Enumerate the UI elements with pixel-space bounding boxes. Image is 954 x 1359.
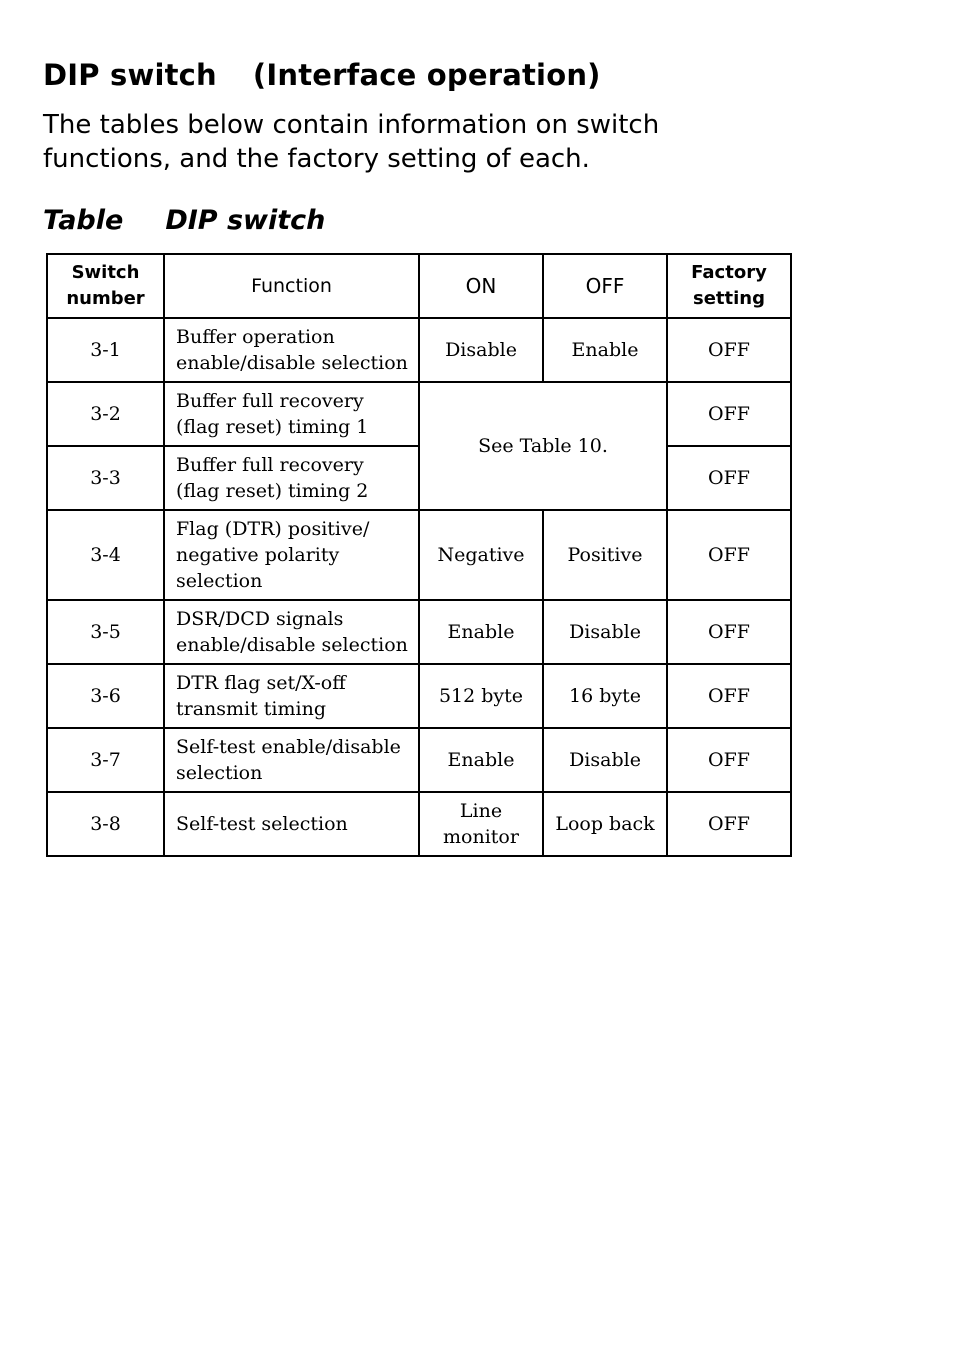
- table-caption-title: DIP switch: [165, 205, 326, 236]
- intro-paragraph: The tables below contain information on switch functions, and the factory setting of each.: [43, 110, 660, 174]
- cell-on-line: monitor: [443, 826, 519, 848]
- page-title-sub: (Interface operation): [252, 58, 601, 92]
- cell-on: [419, 792, 543, 856]
- cell-switch: 3-6: [47, 664, 164, 728]
- cell-factory: OFF: [667, 446, 791, 510]
- cell-function: [164, 792, 419, 856]
- header-factory-setting: [667, 254, 791, 318]
- cell-function: [164, 446, 419, 510]
- header-switch-number: [47, 254, 164, 318]
- cell-on: Enable: [419, 728, 543, 792]
- header-on: ON: [419, 254, 543, 318]
- header-factory-line1: Factory: [691, 262, 767, 283]
- cell-function-line: transmit timing: [176, 698, 327, 720]
- cell-switch: 3-8: [47, 792, 164, 856]
- cell-function-line: (flag reset) timing 2: [176, 480, 369, 502]
- table-row: [47, 382, 791, 446]
- cell-off: Enable: [543, 318, 667, 382]
- cell-factory: OFF: [667, 728, 791, 792]
- cell-function-line: Buffer full recovery: [176, 390, 364, 412]
- header-switch-number-line1: Switch: [71, 262, 140, 283]
- cell-see-table-10: See Table 10.: [419, 382, 667, 510]
- table-row: [47, 318, 791, 382]
- cell-function: [164, 382, 419, 446]
- cell-factory: OFF: [667, 318, 791, 382]
- cell-function-line: selection: [176, 762, 263, 784]
- cell-off: Positive: [543, 510, 667, 600]
- cell-switch: 3-3: [47, 446, 164, 510]
- cell-factory: OFF: [667, 510, 791, 600]
- header-off: OFF: [543, 254, 667, 318]
- cell-factory: OFF: [667, 382, 791, 446]
- cell-function: [164, 600, 419, 664]
- cell-on: 512 byte: [419, 664, 543, 728]
- cell-function-line: DTR flag set/X-off: [176, 672, 346, 694]
- table-row: [47, 510, 791, 600]
- cell-function-line: Self-test selection: [176, 813, 348, 835]
- cell-function-line: Buffer operation: [176, 326, 335, 348]
- cell-function: [164, 318, 419, 382]
- header-function: Function: [164, 254, 419, 318]
- cell-function: [164, 510, 419, 600]
- dip-switch-table: [46, 253, 792, 857]
- cell-factory: OFF: [667, 600, 791, 664]
- cell-switch: 3-5: [47, 600, 164, 664]
- cell-function-line: enable/disable selection: [176, 634, 408, 656]
- cell-function-line: DSR/DCD signals: [176, 608, 344, 630]
- table-caption: [43, 205, 325, 236]
- cell-off: 16 byte: [543, 664, 667, 728]
- cell-on-line: Line: [459, 800, 503, 822]
- table-row: [47, 664, 791, 728]
- table-row: [47, 600, 791, 664]
- cell-on: Enable: [419, 600, 543, 664]
- cell-switch: 3-7: [47, 728, 164, 792]
- cell-function-line: (flag reset) timing 1: [176, 416, 369, 438]
- cell-off: Disable: [543, 728, 667, 792]
- cell-switch: 3-1: [47, 318, 164, 382]
- cell-function-line: Flag (DTR) positive/: [176, 518, 370, 540]
- cell-function: [164, 664, 419, 728]
- table-caption-label: Table: [43, 205, 124, 236]
- table-row: [47, 728, 791, 792]
- cell-function-line: Self-test enable/disable: [176, 736, 401, 758]
- cell-off: Loop back: [543, 792, 667, 856]
- header-switch-number-line2: number: [66, 288, 145, 309]
- cell-off: Disable: [543, 600, 667, 664]
- cell-function: [164, 728, 419, 792]
- cell-switch: 3-4: [47, 510, 164, 600]
- table-row: [47, 792, 791, 856]
- page-title: [43, 58, 601, 92]
- cell-function-line: negative polarity: [176, 544, 340, 566]
- cell-on: Negative: [419, 510, 543, 600]
- cell-factory: OFF: [667, 664, 791, 728]
- cell-switch: 3-2: [47, 382, 164, 446]
- table-header-row: [47, 254, 791, 318]
- page-title-main: DIP switch: [43, 58, 217, 92]
- cell-function-line: selection: [176, 570, 263, 592]
- cell-function-line: Buffer full recovery: [176, 454, 364, 476]
- cell-factory: OFF: [667, 792, 791, 856]
- cell-on: Disable: [419, 318, 543, 382]
- cell-function-line: enable/disable selection: [176, 352, 408, 374]
- header-factory-line2: setting: [693, 288, 765, 309]
